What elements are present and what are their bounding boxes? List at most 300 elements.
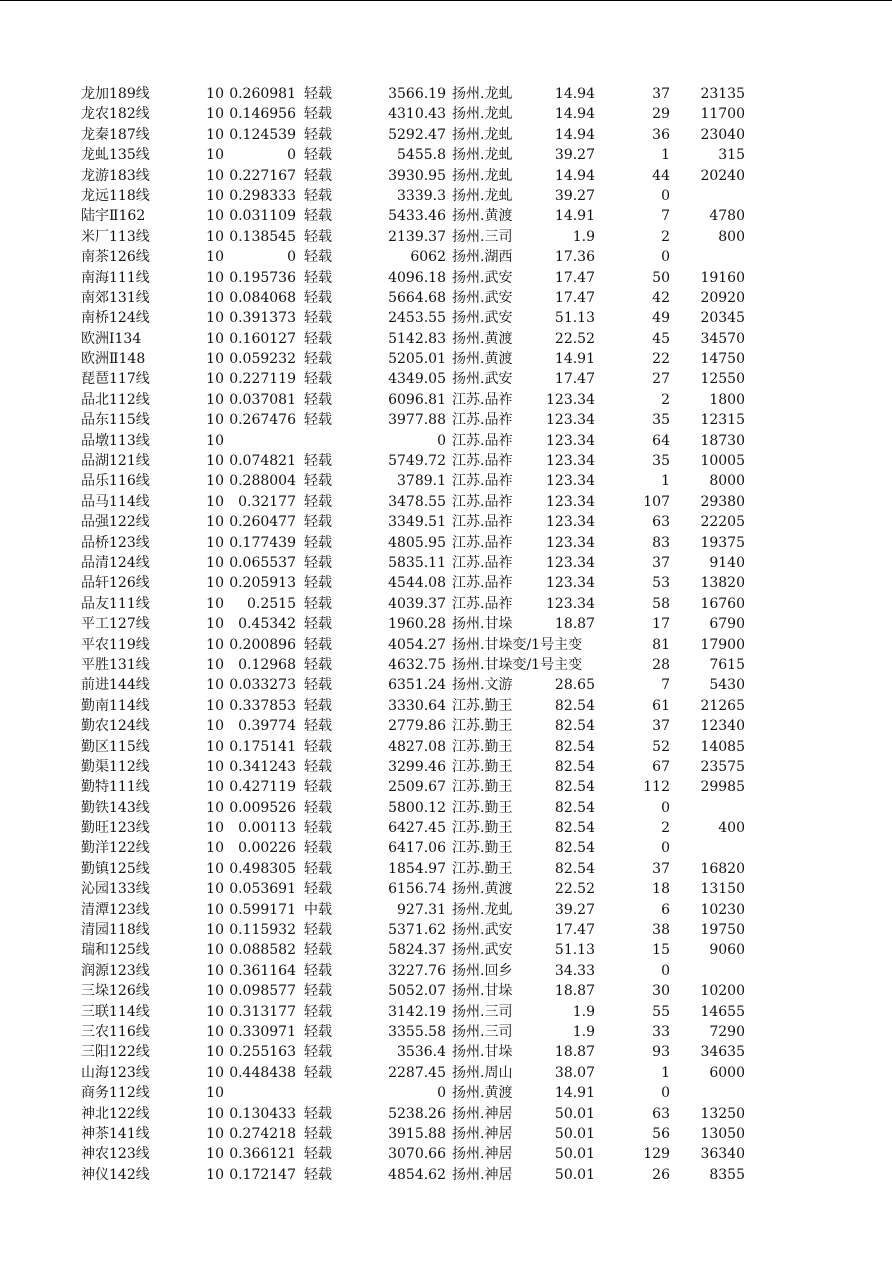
cell-count: 30 [652,983,670,1000]
table-row [0,777,892,797]
cell-length: 123.34 [546,493,595,510]
cell-voltage: 10 [206,983,224,1000]
cell-count: 6 [661,901,670,918]
cell-capacity: 4349.05 [388,371,446,388]
cell-load-status: 中载 [304,901,332,918]
cell-length: 28.65 [554,677,595,694]
cell-length: 18.87 [554,616,595,633]
cell-total: 800 [718,228,745,245]
cell-voltage: 10 [206,473,224,490]
cell-total: 4780 [709,208,745,225]
cell-voltage: 10 [206,1064,224,1081]
cell-load-status: 轻载 [304,983,332,1000]
cell-capacity: 2287.45 [388,1064,446,1081]
cell-length: 17.47 [554,289,595,306]
cell-capacity: 5371.62 [388,922,446,939]
cell-substation: 扬州.武安 [452,371,513,388]
cell-load-status: 轻载 [304,453,332,470]
cell-total: 34570 [700,330,745,347]
cell-length: 123.34 [546,554,595,571]
cell-load-rate: 0.498305 [229,860,296,877]
cell-load-status: 轻载 [304,616,332,633]
cell-substation: 江苏.勤王 [452,697,513,714]
cell-count: 37 [652,860,670,877]
cell-count: 1 [661,1064,670,1081]
cell-voltage: 10 [206,351,224,368]
cell-line-name: 勤铁143线 [81,799,150,816]
table-row [0,1063,892,1083]
cell-load-rate: 0.227167 [229,167,296,184]
cell-voltage: 10 [206,1044,224,1061]
cell-load-status: 轻载 [304,493,332,510]
cell-line-name: 南海111线 [81,269,150,286]
cell-substation: 扬州.神居 [452,1105,513,1122]
cell-count: 52 [652,738,670,755]
cell-load-rate: 0.115932 [229,922,296,939]
cell-load-status: 轻载 [304,330,332,347]
cell-capacity: 3977.88 [388,412,446,429]
cell-capacity: 4854.62 [388,1166,446,1183]
cell-load-status: 轻载 [304,106,332,123]
cell-substation: 扬州.武安 [452,269,513,286]
cell-load-rate: 0.260477 [229,514,296,531]
cell-load-rate: 0.195736 [229,269,296,286]
cell-load-rate: 0.065537 [229,554,296,571]
cell-count: 38 [652,922,670,939]
cell-length: 18.87 [554,1044,595,1061]
cell-substation: 扬州.龙虬 [452,86,513,102]
table-row [0,471,892,491]
cell-load-rate: 0.200896 [229,636,296,653]
cell-voltage: 10 [206,1085,224,1102]
cell-substation: 扬州.黄渡 [452,330,513,347]
cell-load-rate: 0.39774 [238,718,296,735]
cell-line-name: 龙游183线 [81,167,150,184]
cell-line-name: 龙农182线 [81,106,150,123]
table-row [0,186,892,206]
cell-load-rate: 0.074821 [229,453,296,470]
cell-total: 13820 [700,575,745,592]
cell-length: 123.34 [546,432,595,449]
cell-capacity: 5824.37 [388,942,446,959]
cell-line-name: 三农116线 [81,1023,150,1040]
cell-line-name: 沁园133线 [81,881,150,898]
cell-load-rate: 0 [287,147,296,164]
cell-load-status: 轻载 [304,962,332,979]
cell-total: 1800 [709,391,745,408]
table-row [0,675,892,695]
cell-load-status: 轻载 [304,881,332,898]
cell-capacity: 3566.19 [388,86,446,102]
cell-load-status: 轻载 [304,1044,332,1061]
cell-line-name: 陆宇Ⅱ162 [81,208,146,225]
cell-substation: 扬州.神居 [452,1125,513,1142]
cell-load-rate: 0.088582 [229,942,296,959]
cell-capacity: 5238.26 [388,1105,446,1122]
cell-voltage: 10 [206,208,224,225]
cell-total: 13050 [700,1125,745,1142]
cell-total: 14655 [700,1003,745,1020]
cell-voltage: 10 [206,616,224,633]
cell-line-name: 龙虬135线 [81,147,150,164]
cell-line-name: 琵琶117线 [81,371,150,388]
cell-count: 81 [652,636,670,653]
cell-load-rate: 0.337853 [229,697,296,714]
cell-voltage: 10 [206,820,224,837]
cell-substation: 扬州.甘垛 [452,1044,513,1061]
table-row [0,1022,892,1042]
table-row [0,573,892,593]
cell-voltage: 10 [206,922,224,939]
cell-total: 10200 [700,983,745,1000]
cell-substation: 江苏.勤王 [452,718,513,735]
cell-length: 14.91 [554,208,595,225]
cell-load-status: 轻载 [304,942,332,959]
cell-length: 1.9 [572,228,595,245]
cell-count: 83 [652,534,670,551]
table-row [0,716,892,736]
cell-substation: 江苏.勤王 [452,820,513,837]
cell-total: 7615 [709,656,745,673]
cell-line-name: 平胜131线 [81,656,150,673]
cell-length: 82.54 [554,840,595,857]
cell-capacity: 4054.27 [388,636,446,653]
table-row [0,206,892,226]
cell-total: 6790 [709,616,745,633]
cell-load-status: 轻载 [304,718,332,735]
cell-line-name: 勤农124线 [81,718,150,735]
cell-voltage: 10 [206,228,224,245]
cell-total: 34635 [700,1044,745,1061]
cell-load-rate: 0.053691 [229,881,296,898]
cell-line-name: 山海123线 [81,1064,150,1081]
table-row [0,104,892,124]
cell-capacity: 3789.1 [397,473,446,490]
cell-load-rate: 0.448438 [229,1064,296,1081]
cell-line-name: 勤洋122线 [81,840,150,857]
table-row [0,410,892,430]
cell-capacity: 3930.95 [388,167,446,184]
cell-count: 0 [661,799,670,816]
table-row [0,227,892,247]
cell-length: 123.34 [546,595,595,612]
cell-capacity: 5205.01 [388,351,446,368]
cell-load-status: 轻载 [304,554,332,571]
cell-total: 8000 [709,473,745,490]
cell-load-status: 轻载 [304,1125,332,1142]
cell-length: 50.01 [554,1125,595,1142]
cell-line-name: 欧洲Ⅰ134 [81,330,142,347]
cell-count: 58 [652,595,670,612]
cell-count: 0 [661,1085,670,1102]
cell-capacity: 4039.37 [388,595,446,612]
cell-line-name: 勤渠112线 [81,758,150,775]
cell-substation: 江苏.品祚 [452,493,513,510]
cell-voltage: 10 [206,106,224,123]
cell-count: 2 [661,228,670,245]
cell-voltage: 10 [206,249,224,266]
cell-length: 1.9 [572,1003,595,1020]
cell-substation: 扬州.周山 [452,1064,513,1081]
cell-capacity: 3330.64 [388,697,446,714]
cell-total: 10005 [700,453,745,470]
cell-load-status: 轻载 [304,799,332,816]
cell-substation: 扬州.龙虬 [452,187,513,204]
cell-substation: 扬州.武安 [452,289,513,306]
cell-capacity: 4096.18 [388,269,446,286]
cell-length: 51.13 [554,310,595,327]
cell-substation: 江苏.品祚 [452,534,513,551]
cell-line-name: 南茶126线 [81,249,150,266]
cell-length: 82.54 [554,779,595,796]
cell-substation: 江苏.勤王 [452,758,513,775]
cell-count: 17 [652,616,670,633]
cell-line-name: 欧洲Ⅱ148 [81,351,146,368]
cell-voltage: 10 [206,881,224,898]
cell-total: 12340 [700,718,745,735]
cell-load-rate: 0.32177 [238,493,296,510]
cell-voltage: 10 [206,534,224,551]
cell-substation: 江苏.勤王 [452,738,513,755]
cell-capacity: 4827.08 [388,738,446,755]
cell-line-name: 勤特111线 [81,779,150,796]
cell-count: 37 [652,86,670,102]
cell-length: 82.54 [554,820,595,837]
table-row [0,981,892,1001]
cell-line-name: 商务112线 [81,1085,150,1102]
cell-line-name: 龙远118线 [81,187,150,204]
cell-count: 42 [652,289,670,306]
cell-capacity: 3915.88 [388,1125,446,1142]
cell-voltage: 10 [206,554,224,571]
cell-load-rate: 0.330971 [229,1023,296,1040]
cell-load-status: 轻载 [304,289,332,306]
cell-substation: 扬州.龙虬 [452,106,513,123]
cell-load-status: 轻载 [304,208,332,225]
cell-length: 123.34 [546,453,595,470]
cell-load-rate: 0 [287,249,296,266]
cell-line-name: 龙加189线 [81,86,150,102]
cell-load-status: 轻载 [304,86,332,102]
cell-substation: 扬州.甘垛 [452,616,513,633]
cell-voltage: 10 [206,636,224,653]
cell-load-rate: 0.599171 [229,901,296,918]
cell-length: 82.54 [554,697,595,714]
cell-count: 2 [661,820,670,837]
table-row [0,859,892,879]
cell-load-rate: 0.366121 [229,1146,296,1163]
cell-load-status: 轻载 [304,147,332,164]
table-row [0,84,892,104]
cell-count: 35 [652,412,670,429]
cell-total: 23040 [700,126,745,143]
cell-load-status: 轻载 [304,738,332,755]
cell-count: 29 [652,106,670,123]
spreadsheet-table [0,84,892,1185]
cell-line-name: 三联114线 [81,1003,150,1020]
cell-voltage: 10 [206,656,224,673]
cell-count: 18 [652,881,670,898]
cell-voltage: 10 [206,391,224,408]
cell-load-status: 轻载 [304,1003,332,1020]
cell-length: 18.87 [554,983,595,1000]
cell-line-name: 润源123线 [81,962,150,979]
cell-length: 123.34 [546,534,595,551]
cell-count: 28 [652,656,670,673]
cell-length: 14.94 [554,167,595,184]
cell-substation: 扬州.龙虬 [452,901,513,918]
cell-length: 1.9 [572,1023,595,1040]
cell-count: 33 [652,1023,670,1040]
cell-length: 17.47 [554,269,595,286]
table-row [0,145,892,165]
cell-substation: 江苏.品祚 [452,391,513,408]
cell-capacity: 6417.06 [388,840,446,857]
cell-count: 37 [652,554,670,571]
cell-load-rate: 0.288004 [229,473,296,490]
cell-voltage: 10 [206,595,224,612]
cell-capacity: 0 [437,432,446,449]
cell-substation: 扬州.龙虬 [452,147,513,164]
cell-length: 14.94 [554,106,595,123]
cell-substation: 江苏.品祚 [452,453,513,470]
cell-count: 15 [652,942,670,959]
cell-load-rate: 0.146956 [229,106,296,123]
cell-total: 16760 [700,595,745,612]
table-row [0,329,892,349]
cell-load-rate: 0.00113 [238,820,296,837]
table-row [0,431,892,451]
cell-load-status: 轻载 [304,656,332,673]
cell-line-name: 勤区115线 [81,738,150,755]
table-row [0,1144,892,1164]
cell-length: 50.01 [554,1166,595,1183]
cell-total: 20240 [700,167,745,184]
cell-line-name: 品清124线 [81,554,150,571]
cell-total: 12550 [700,371,745,388]
cell-voltage: 10 [206,493,224,510]
cell-load-rate: 0.00226 [238,840,296,857]
cell-capacity: 1854.97 [388,860,446,877]
cell-total: 22205 [700,514,745,531]
cell-voltage: 10 [206,1023,224,1040]
cell-total: 36340 [700,1146,745,1163]
cell-count: 63 [652,514,670,531]
table-row [0,1165,892,1185]
cell-load-status: 轻载 [304,310,332,327]
cell-length: 14.94 [554,126,595,143]
table-row [0,533,892,553]
cell-count: 44 [652,167,670,184]
table-row [0,614,892,634]
cell-voltage: 10 [206,779,224,796]
cell-length: 38.07 [554,1064,595,1081]
cell-total: 23135 [700,86,745,102]
cell-substation: 扬州.黄渡 [452,881,513,898]
cell-load-rate: 0.175141 [229,738,296,755]
cell-total: 10230 [700,901,745,918]
cell-load-status: 轻载 [304,126,332,143]
cell-substation: 扬州.甘垛变/1号主变 [452,656,583,673]
cell-load-status: 轻载 [304,820,332,837]
cell-load-status: 轻载 [304,391,332,408]
cell-line-name: 南桥124线 [81,310,150,327]
cell-load-status: 轻载 [304,514,332,531]
cell-total: 6000 [709,1064,745,1081]
cell-substation: 扬州.黄渡 [452,1085,513,1102]
cell-load-status: 轻载 [304,473,332,490]
cell-load-status: 轻载 [304,249,332,266]
cell-capacity: 2779.86 [388,718,446,735]
cell-count: 93 [652,1044,670,1061]
table-row [0,512,892,532]
cell-line-name: 品桥123线 [81,534,150,551]
cell-total: 13250 [700,1105,745,1122]
cell-line-name: 品东115线 [81,412,150,429]
cell-count: 50 [652,269,670,286]
cell-load-status: 轻载 [304,1105,332,1122]
table-row [0,1042,892,1062]
table-row [0,655,892,675]
cell-count: 35 [652,453,670,470]
cell-line-name: 清潭123线 [81,901,150,918]
cell-count: 1 [661,147,670,164]
cell-load-status: 轻载 [304,1166,332,1183]
table-row [0,818,892,838]
cell-line-name: 品轩126线 [81,575,150,592]
cell-load-rate: 0.084068 [229,289,296,306]
cell-voltage: 10 [206,1105,224,1122]
table-row [0,838,892,858]
cell-capacity: 6096.81 [388,391,446,408]
cell-load-rate: 0.2515 [247,595,296,612]
cell-voltage: 10 [206,738,224,755]
cell-length: 82.54 [554,718,595,735]
cell-capacity: 4805.95 [388,534,446,551]
cell-voltage: 10 [206,86,224,102]
cell-load-status: 轻载 [304,1146,332,1163]
cell-total: 12315 [700,412,745,429]
table-row [0,553,892,573]
cell-count: 63 [652,1105,670,1122]
cell-line-name: 神北122线 [81,1105,150,1122]
cell-total: 29985 [700,779,745,796]
cell-line-name: 南郊131线 [81,289,150,306]
cell-substation: 扬州.黄渡 [452,208,513,225]
cell-load-rate: 0.205913 [229,575,296,592]
cell-count: 0 [661,840,670,857]
cell-capacity: 4544.08 [388,575,446,592]
table-row [0,1104,892,1124]
cell-load-status: 轻载 [304,860,332,877]
table-row [0,288,892,308]
cell-load-rate: 0.267476 [229,412,296,429]
cell-voltage: 10 [206,860,224,877]
cell-load-rate: 0.033273 [229,677,296,694]
cell-voltage: 10 [206,1166,224,1183]
cell-substation: 江苏.品祚 [452,473,513,490]
cell-length: 50.01 [554,1146,595,1163]
cell-load-status: 轻载 [304,1064,332,1081]
cell-load-rate: 0.298333 [229,187,296,204]
cell-line-name: 勤旺123线 [81,820,150,837]
cell-load-rate: 0.313177 [229,1003,296,1020]
cell-voltage: 10 [206,718,224,735]
cell-count: 36 [652,126,670,143]
cell-capacity: 3355.58 [388,1023,446,1040]
cell-load-rate: 0.138545 [229,228,296,245]
table-row [0,369,892,389]
